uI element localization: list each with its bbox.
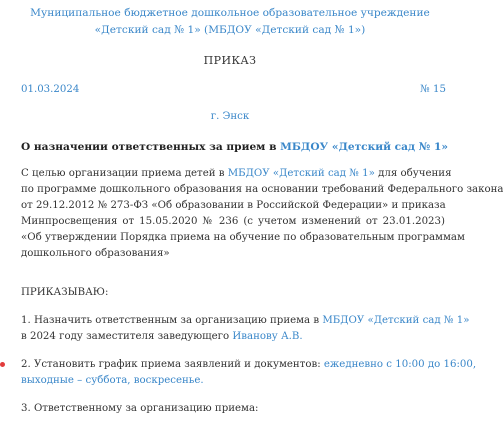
preamble-line: дошкольного образования» bbox=[21, 248, 170, 259]
preamble-text: С целью организации приема детей в bbox=[21, 168, 228, 179]
item-1-person-link[interactable]: Иванову А.В. bbox=[232, 331, 303, 342]
subject-text: О назначении ответственных за прием в bbox=[21, 141, 281, 153]
subject-org-link[interactable]: МБДОУ «Детский сад № 1» bbox=[280, 141, 448, 153]
org-name-line2: «Детский сад № 1» (МБДОУ «Детский сад № 1») bbox=[94, 24, 366, 36]
document-city: г. Энск bbox=[210, 111, 250, 122]
item-2-line bbox=[21, 357, 477, 373]
preamble-text: для обучения bbox=[374, 168, 452, 179]
document-number: № 15 bbox=[420, 84, 446, 95]
item-1-text: в 2024 году заместителя заведующего bbox=[21, 331, 233, 342]
item-2-schedule-line[interactable]: выходные – суббота, воскресенье. bbox=[21, 375, 204, 386]
document-subject bbox=[21, 141, 448, 153]
preamble-paragraph bbox=[21, 166, 503, 262]
item-2-schedule[interactable]: ежедневно с 10:00 до 16:00, bbox=[323, 359, 477, 370]
item-1-text: 1. Назначить ответственным за организацию приема в bbox=[21, 315, 323, 326]
preamble-line: «Об утверждении Порядка приема на обучение по образовательным программам bbox=[21, 232, 465, 243]
item-1 bbox=[21, 313, 470, 345]
item-2-text: 2. Установить график приема заявлений и документов: bbox=[21, 359, 324, 370]
preamble-line: по программе дошкольного образования на основании требований Федерального закона bbox=[21, 184, 503, 195]
org-name-line1: Муниципальное бюджетное дошкольное образовательное учреждение bbox=[30, 7, 430, 19]
item-1-org-link[interactable]: МБДОУ «Детский сад № 1» bbox=[322, 315, 470, 326]
preamble-line: от 29.12.2012 № 273-ФЗ «Об образовании в Российской Федерации» и приказа bbox=[21, 200, 446, 211]
preamble-org-link[interactable]: МБДОУ «Детский сад № 1» bbox=[227, 168, 375, 179]
item-1-line bbox=[21, 313, 470, 329]
document-title: ПРИКАЗ bbox=[203, 54, 257, 67]
item-2 bbox=[21, 357, 477, 389]
preamble-line: Минпросвещения от 15.05.2020 № 236 (с учетом изменений от 23.01.2023) bbox=[21, 216, 445, 227]
document-date: 01.03.2024 bbox=[21, 84, 80, 95]
order-word: ПРИКАЗЫВАЮ: bbox=[21, 287, 109, 298]
item-1-line bbox=[21, 329, 445, 345]
preamble-line bbox=[21, 166, 452, 182]
red-dot-marker bbox=[0, 362, 5, 367]
item-3: 3. Ответственному за организацию приема: bbox=[21, 403, 259, 414]
